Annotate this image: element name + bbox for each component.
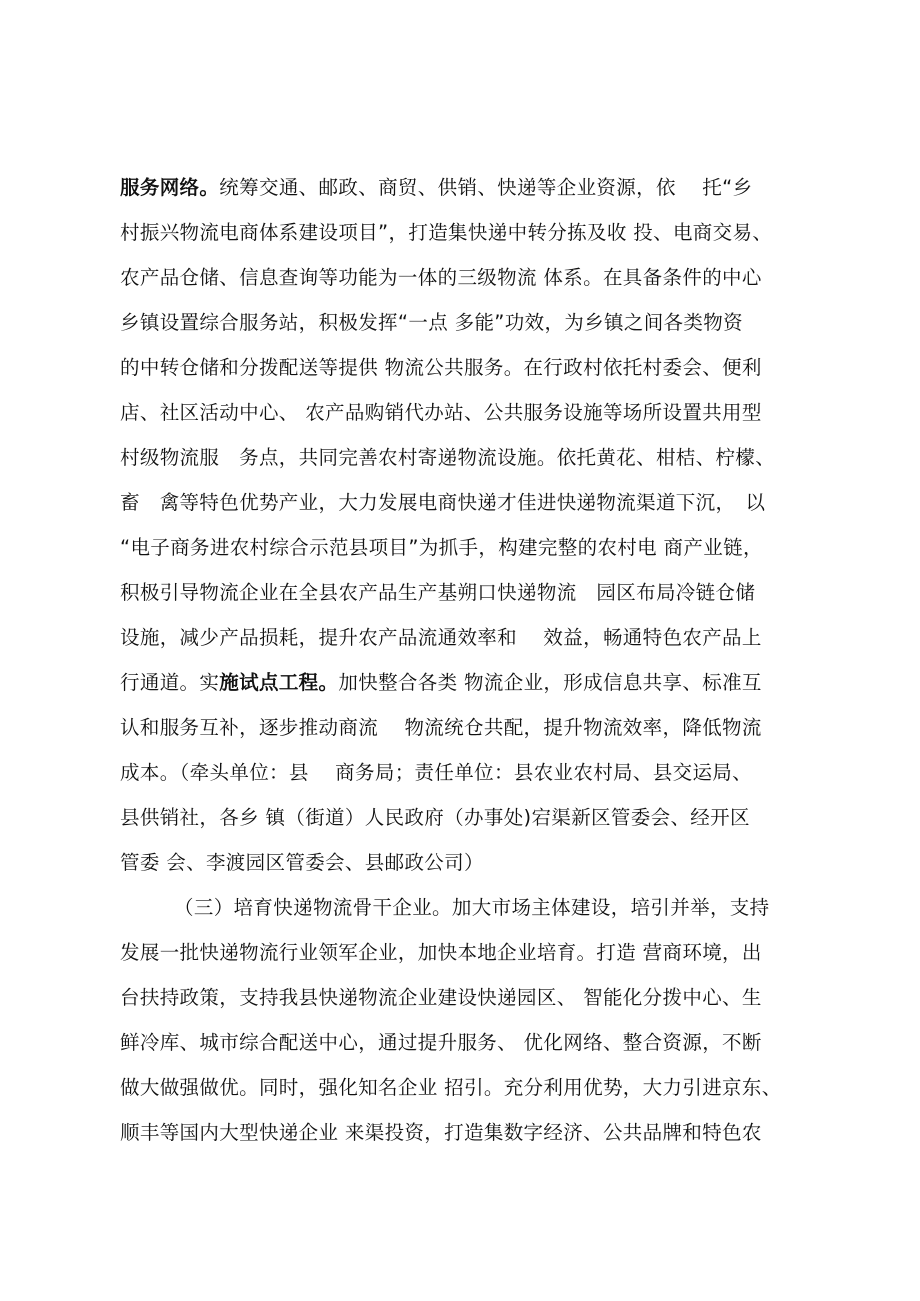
text-run: 行通道。实 (120, 671, 220, 694)
text-line: 畜 禽等特色优势产业，大力发展电商快递才佳进快递物流渠道下沉， 以 (120, 491, 766, 514)
text-line (120, 671, 820, 695)
text-line: 店、社区活动中心、 农产品购销代办站、公共服务设施等场所设置共用型 (120, 401, 762, 424)
text-line: 台扶持政策，支持我县快递物流企业建设快递园区、 智能化分拨中心、生 (120, 986, 762, 1009)
text-line: 县供销社，各乡 镇（街道）人民政府（办事处)宕渠新区管委会、经开区 (120, 806, 750, 829)
bold-heading: 服务网络。 (120, 176, 220, 199)
text-line (120, 176, 820, 200)
text-line: 成本。（牵头单位：县 商务局；责任单位：县农业农村局、县交运局、 (120, 761, 752, 784)
text-line: 发展一批快递物流行业领军企业，加快本地企业培育。打造 营商环境，出 (120, 941, 762, 964)
section-heading-line: （三）培育快递物流骨干企业。加大市场主体建设，培引并举，支持 (174, 896, 770, 919)
text-line: 村级物流服 务点，共同完善农村寄递物流设施。依托黄花、柑桔、柠檬、 (120, 446, 776, 469)
text-line: “电子商务进农村综合示范县项目”为抓手，构建完整的农村电 商产业链， (120, 536, 763, 559)
text-run: 加快整合各类 物流企业，形成信息共享、标准互 (338, 671, 762, 694)
text-line: 管委 会、李渡园区管委会、县邮政公司） (120, 851, 484, 874)
text-line: 的中转仓储和分拨配送等提供 物流公共服务。在行政村依托村委会、便利 (120, 356, 762, 379)
text-line: 认和服务互补，逐步推动商流 物流统仓共配，提升物流效率，降低物流 (120, 716, 762, 739)
bold-heading: 施试点工程。 (219, 671, 339, 694)
text-line: 设施，减少产品损耗，提升农产品流通效率和 效益，畅通特色农产品上 (120, 626, 762, 649)
text-line: 村振兴物流电商体系建设项目”，打造集快递中转分拣及收 投、电商交易、 (120, 221, 773, 244)
text-line: 鲜冷库、城市综合配送中心，通过提升服务、 优化网络、整合资源，不断 (120, 1031, 762, 1054)
text-line: 乡镇设置综合服务站，积极发挥“一点 多能”功效，为乡镇之间各类物资 (120, 311, 743, 334)
text-run: 统筹交通、邮政、商贸、供销、快递等企业资源，依 托“乡 (219, 176, 753, 199)
text-line: 积极引导物流企业在全县农产品生产基朔口快递物流 园区布局冷链仓储 (120, 581, 756, 604)
text-line: 顺丰等国内大型快递企业 来渠投资，打造集数字经济、公共品牌和特色农 (120, 1121, 762, 1144)
text-line: 农产品仓储、信息查询等功能为一体的三级物流 体系。在具备条件的中心 (120, 266, 762, 289)
text-line: 做大做强做优。同时，强化知名企业 招引。充分利用优势，大力引进京东、 (120, 1076, 782, 1099)
